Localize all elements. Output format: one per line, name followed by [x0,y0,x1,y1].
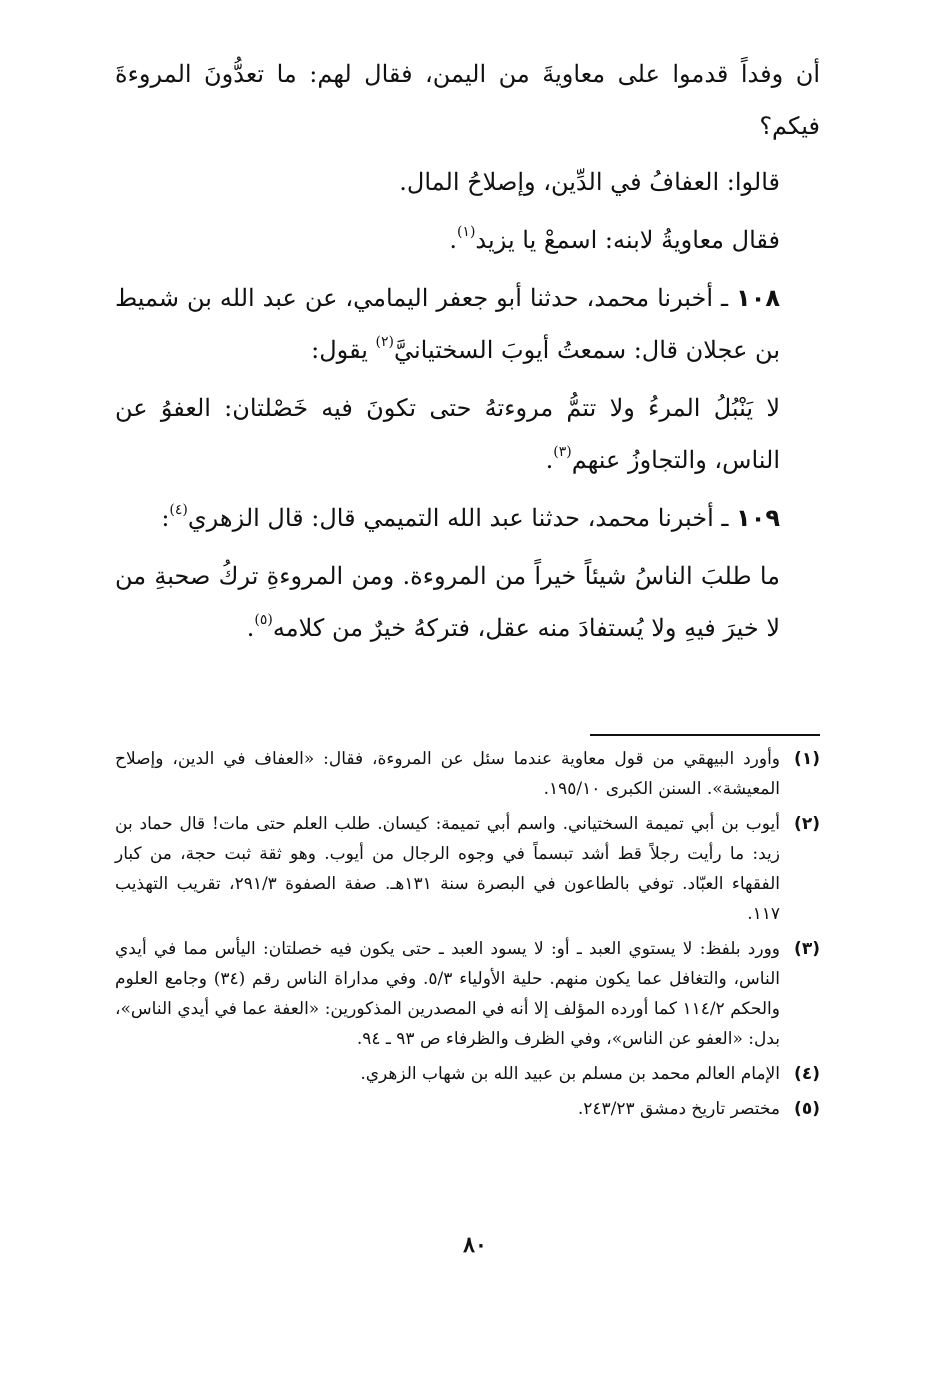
footnote-4 [115,1059,820,1089]
footnote-ref-5[interactable]: (٥) [254,612,273,628]
footnote-number: (٢) [794,814,820,834]
paragraph-5 [115,382,820,486]
footnote-2 [115,809,820,929]
footnotes [115,744,820,1129]
paragraph-1: أن وفداً قدموا على معاويةَ من اليمن، فقال لهم: ما تعدُّونَ المروءةَ فيكم؟ [115,60,820,140]
hadith-108 [115,272,820,376]
footnote-1 [115,744,820,804]
hadith-number-109: ١٠٩ [736,504,780,532]
footnote-text: وأورد البيهقي من قول معاوية عندما سئل عن المروءة، فقال: «العفاف في الدين، وإصلاح المعيشة». السنن الكبرى ١٩٥/١٠. [115,749,780,799]
hadith-number-108: ١٠٨ [736,284,780,312]
hadith-109-end: : [161,504,170,532]
footnote-5 [115,1094,820,1124]
footnote-number: (٤) [794,1064,820,1084]
page-number: ٨٠ [463,1232,487,1258]
main-text [115,48,820,660]
paragraph-5-text: لا يَنْبُلُ المرءُ ولا تتمُّ مروءتهُ حتى تكونَ فيه خَصْلتان: العفوُ عن الناس، والتجاوزُ عنهم [115,394,781,474]
footnote-ref-2[interactable]: (٢) [375,334,394,350]
paragraph-2: قالوا: العفافُ في الدِّين، وإصلاحُ المال. [399,168,780,196]
paragraph-3-text: فقال معاويةُ لابنه: اسمعْ يا يزيد [475,226,780,254]
footnote-ref-1[interactable]: (١) [456,224,476,240]
hadith-108-text-a: ـ أخبرنا محمد، حدثنا أبو جعفر اليمامي، عن عبد الله بن شميط بن عجلان قال: سمعتُ أيوبَ السختيانيَّ [115,284,780,364]
hadith-109-text: ـ أخبرنا محمد، حدثنا عبد الله التميمي قال: قال الزهري [187,504,737,532]
footnote-text: الإمام العالم محمد بن مسلم بن عبيد الله بن شهاب الزهري. [360,1064,780,1084]
hadith-109 [115,492,820,544]
paragraph-7 [115,550,820,654]
footnote-ref-3[interactable]: (٣) [553,444,572,460]
footnote-number: (٣) [794,939,820,959]
paragraph-5-end: . [545,446,554,474]
footnote-ref-4[interactable]: (٤) [169,502,188,518]
footnote-text: أيوب بن أبي تميمة السختياني. واسم أبي تميمة: كيسان. طلب العلم حتى مات! قال حماد بن زيد: ما رأيت رجلاً قط أشد تبسماً في وجوه الرجال من أيوب. وهو ثقة ثبت حجة، من كبار الفقهاء العبّاد. توفي بالطاعون في البصرة سنة ١٣١هـ. صفة الصفوة ٢٩١/٣، تقريب التهذيب ١١٧. [115,814,780,924]
footnote-number: (٥) [794,1099,820,1119]
paragraph-3 [115,214,820,266]
footnote-text: وورد بلفظ: لا يستوي العبد ـ أو: لا يسود العبد ـ حتى يكون فيه خصلتان: اليأس مما في أيدي الناس، والتغافل عما يكون منهم. حلية الأولياء ٥/٣. وفي مداراة الناس رقم (٣٤) وجامع العلوم والحكم ١١٤/٢ كما أورده المؤلف إلا أنه في المصدرين المذكورين: «العفة عما في أيدي الناس»، بدل: «العفو عن الناس»، وفي الظرف والظرفاء ص ٩٣ ـ ٩٤. [115,939,780,1049]
paragraph-7-text: ما طلبَ الناسُ شيئاً خيراً من المروءة. ومن المروءةِ تركُ صحبةِ من لا خيرَ فيهِ ولا يُستفادَ منه عقل، فتركهُ خيرٌ من كلامه [115,562,780,642]
footnote-3 [115,934,820,1054]
paragraph-3-end: . [449,226,457,254]
footnote-number: (١) [794,749,820,769]
hadith-108-text-b: يقول: [311,336,376,364]
footnote-separator [590,734,820,736]
paragraph-7-end: . [246,614,255,642]
footnote-text: مختصر تاريخ دمشق ٢٤٣/٢٣. [577,1099,780,1119]
